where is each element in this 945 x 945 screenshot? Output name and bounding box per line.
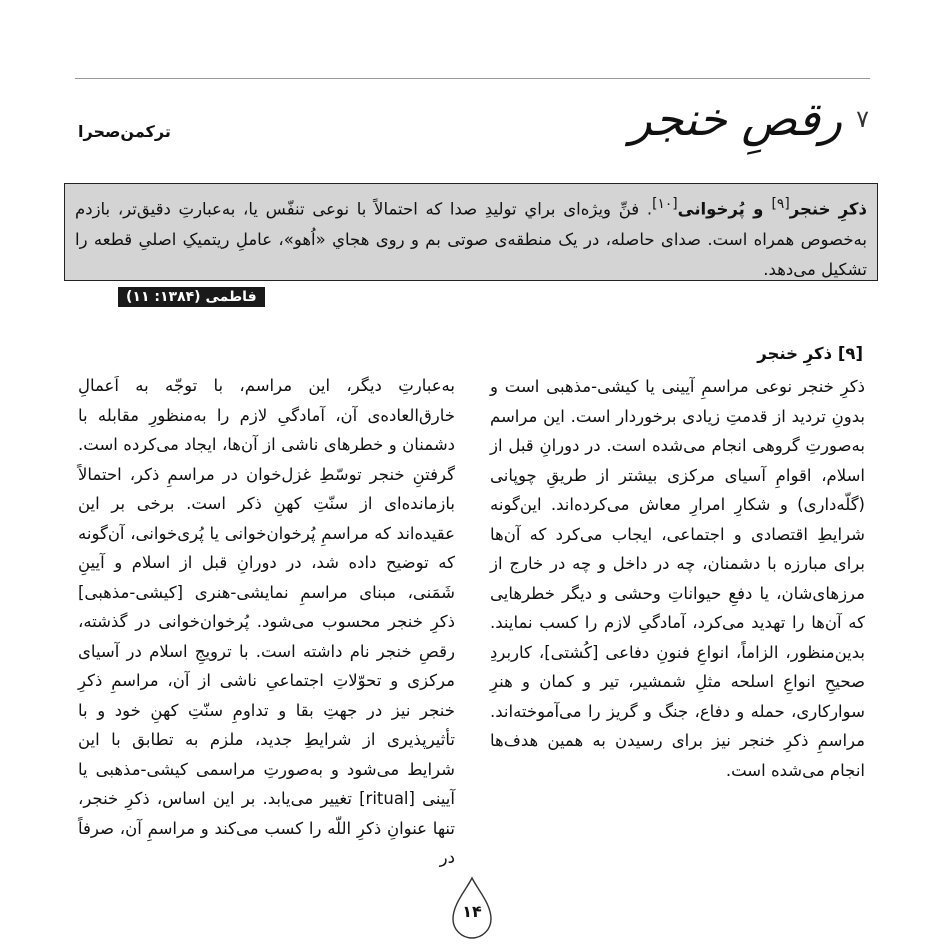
quote-term2: پُرخوانی <box>677 199 745 219</box>
chapter-title: رقصِ خنجر <box>629 92 843 146</box>
quote-text: . فنِّ ویژه‌ای براي تولیدِ صدا که احتمالاً با نوعی تنفّس یا، به‌عبارتِ دقیق‌تر، بازدم به‌خصوص همراه است. صدای حاصله، در یک منطقه‌ی صوتی بم و روی هجاي «اُهو»، عاملِ ریتمیکِ اصلیِ قطعه را تشکیل می‌دهد. <box>75 199 867 279</box>
section-title: ترکمن‌صحرا <box>78 122 171 141</box>
citation-label: فاطمی (۱۳۸۴: ۱۱) <box>118 287 265 307</box>
quote-conj: و <box>744 199 772 219</box>
chapter-heading <box>629 92 869 146</box>
page-number: ۱۴ <box>462 902 482 921</box>
footnote-ref-10: [۱۰] <box>652 196 678 212</box>
footnote-ref-9: [۹] <box>771 196 790 212</box>
chapter-number: ۷ <box>856 105 869 133</box>
quote-term: ذکرِ خنجر <box>789 199 867 219</box>
note-title: [۹] ذکرِ خنجر <box>757 344 863 363</box>
header-rule <box>75 78 870 79</box>
note-body: ذکرِ خنجر نوعی مراسمِ آیینی یا کیشی-مذهبی است و بدونِ تردید از قدمتِ زیادی برخوردار است. این مراسم به‌صورتِ گروهی انجام می‌شده است. در دورانِ قبل از اسلام، اقوامِ آسیای مرکزی بیشتر از طریقِ چوپانی (گلّه‌داری) و شکارِ امرارِ معاش می‌کرده‌اند. این‌گونه شرایطِ اقتصادی و اجتماعی، ایجاب می‌کرد که آن‌ها برای مبارزه با دشمنان، چه در داخل و چه در خارج از مرزهای‌شان، یا دفعِ حیواناتِ وحشی و دیگر خطرهایی که آن‌ها را تهدید می‌کرد، آمادگیِ لازم را کسب نمایند. بدین‌منظور، الزاماً، انواعِ فنونِ دفاعی [کُشتی]، کاربردِ صحیحِ انواعِ اسلحه مثلِ شمشیر، تیر و کمان و هنرِ سوارکاری، حمله و دفاع، جنگ و گریز را می‌آموخته‌اند. مراسمِ ذکرِ خنجر نیز برای رسیدن به همین هدف‌ها انجام می‌شده است. <box>490 377 865 780</box>
main-body-text: به‌عبارتِ دیگر، این مراسم، با توجّه به اَعمالِ خارق‌العاده‌ی آن، آمادگیِ لازم را به‌منظورِ مقابله با دشمنان و خطرهای ناشی از آن‌ها، ایجاد می‌کرده است. گرفتنِ خنجر توسّطِ غزل‌خوان در مراسمِ ذکر، احتمالاً بازمانده‌ای از سنّتِ کهنِ ذکر است. برخی بر این عقیده‌اند که مراسمِ پُرخوان‌خوانی یا پُری‌خوانی، آن‌گونه که توضیح داده شد، در دورانِ قبل از اسلام و آیینِ شَمَنی، مبنای مراسمِ نمایشی-هنری [کیشی-مذهبی] ذکرِ خنجر محسوب می‌شود. پُرخوان‌خوانی در گذشته، رقصِ خنجر نام داشته است. با ترویجِ اسلام در آسیای مرکزی و تحوّلاتِ اجتماعیِ ناشی از آن، مراسمِ ذکرِ خنجر نیز در جهتِ بقا و تداومِ سنّتِ کهنِ خود و با تأثیرپذیری از شرایطِ جدید، ملزم به تطابق با این شرایط می‌شود و به‌صورتِ مراسمی کیشی-مذهبی یا آیینی [ritual] تغییر می‌یابد. بر این اساس، ذکرِ خنجر، تنها عنوانِ ذکرِ اللّه را کسب می‌کند و مراسمِ آن، صرفاً در <box>78 376 455 867</box>
definition-quote-box <box>64 183 878 281</box>
